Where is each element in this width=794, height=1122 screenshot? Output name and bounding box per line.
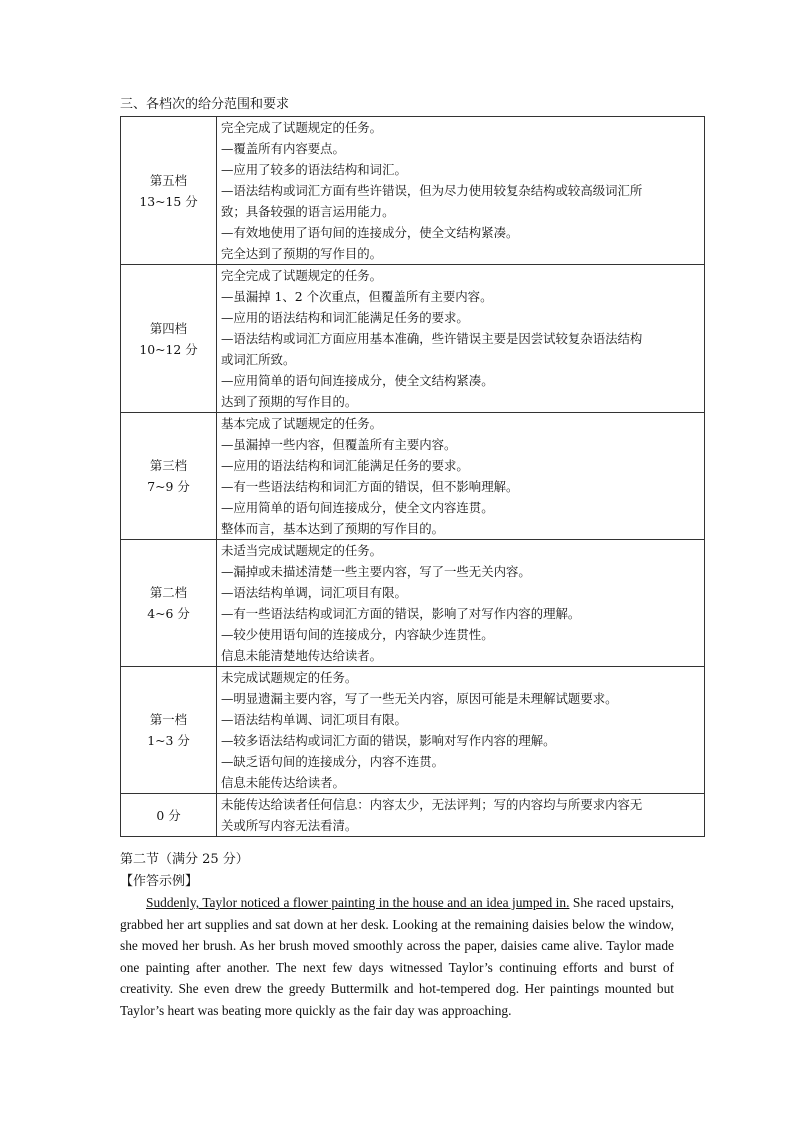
rubric-row	[121, 794, 705, 837]
rubric-row	[121, 117, 705, 265]
section-title: 三、各档次的给分范围和要求	[120, 97, 290, 112]
band-cell	[121, 117, 217, 265]
band-name: 第二档	[149, 585, 188, 600]
criterion-line: 未完成试题规定的任务。	[221, 670, 358, 685]
band-cell	[121, 794, 217, 837]
criterion-line: —有一些语法结构或词汇方面的错误，影响了对写作内容的理解。	[221, 606, 581, 621]
band-name: 第一档	[149, 712, 188, 727]
criterion-line: 信息未能清楚地传达给读者。	[221, 648, 383, 663]
criterion-line: —语法结构单调，词汇项目有限。	[221, 585, 407, 600]
rubric-row	[121, 540, 705, 667]
scoring-rubric-table	[120, 116, 705, 837]
criterion-line: —缺乏语句间的连接成分，内容不连贯。	[221, 754, 445, 769]
criterion-line: —应用了较多的语法结构和词汇。	[221, 162, 407, 177]
band-description	[217, 794, 705, 837]
criterion-line: —有效地使用了语句间的连接成分，使全文结构紧凑。	[221, 225, 519, 240]
band-score-range: 4~6 分	[147, 606, 190, 621]
band-description	[217, 117, 705, 265]
criterion-line: —语法结构或词汇方面有些许错误，但为尽力使用较复杂结构或较高级词汇所	[221, 183, 643, 198]
band-name: 第四档	[149, 320, 188, 336]
criterion-line: —明显遗漏主要内容，写了一些无关内容，原因可能是未理解试题要求。	[221, 691, 618, 706]
band-cell	[121, 667, 217, 794]
rubric-row	[121, 265, 705, 413]
criterion-line: —虽漏掉一些内容，但覆盖所有主要内容。	[221, 437, 457, 452]
band-cell	[121, 413, 217, 540]
band-score-range: 0 分	[156, 807, 181, 823]
essay-body: She raced upstairs, grabbed her art supplies and sat down at her desk. Looking at the remaining daisies below the window, she moved her brush. As her brush moved smoothly across the paper, daisies came alive. Taylor made one painting after another. The next few days witnessed Taylor’s continuing efforts and burst of creativity. She even drew the greedy Buttermilk and hot-tempered dog. Her paintings mounted but Taylor’s heart was beating more quickly as the fair day was approaching.	[120, 895, 674, 1018]
criterion-line: 完全达到了预期的写作目的。	[221, 246, 383, 261]
band-score-range: 13~15 分	[139, 193, 198, 209]
criterion-line: —漏掉或未描述清楚一些主要内容，写了一些无关内容。	[221, 564, 531, 579]
criterion-line: —应用简单的语句间连接成分，使全文结构紧凑。	[221, 373, 494, 388]
band-description	[217, 413, 705, 540]
part2-title: 第二节（满分 25 分）	[120, 852, 249, 867]
criterion-line: 关或所写内容无法看清。	[221, 818, 358, 833]
band-description	[217, 265, 705, 413]
criterion-line: 致；具备较强的语言运用能力。	[221, 204, 395, 219]
band-score-range: 7~9 分	[147, 479, 190, 494]
criterion-line: 或词汇所致。	[221, 352, 296, 367]
essay-underlined-opening: Suddenly, Taylor noticed a flower painting in the house and an idea jumped in.	[146, 895, 570, 910]
rubric-row	[121, 667, 705, 794]
band-score-range: 1~3 分	[147, 733, 190, 748]
criterion-line: 完全完成了试题规定的任务。	[221, 268, 383, 283]
criterion-line: —应用的语法结构和词汇能满足任务的要求。	[221, 458, 469, 473]
criterion-line: —较多语法结构或词汇方面的错误，影响对写作内容的理解。	[221, 733, 556, 748]
band-description	[217, 667, 705, 794]
band-score-range: 10~12 分	[139, 341, 198, 357]
band-name: 第五档	[149, 172, 188, 188]
criterion-line: —较少使用语句间的连接成分，内容缺少连贯性。	[221, 627, 494, 642]
criterion-line: 信息未能传达给读者。	[221, 775, 345, 790]
sample-essay	[120, 892, 674, 1022]
criterion-line: 达到了预期的写作目的。	[221, 394, 358, 409]
band-description	[217, 540, 705, 667]
criterion-line: —语法结构或词汇方面应用基本准确，些许错误主要是因尝试较复杂语法结构	[221, 331, 643, 346]
band-cell	[121, 540, 217, 667]
rubric-row	[121, 413, 705, 540]
band-cell	[121, 265, 217, 413]
criterion-line: 未能传达给读者任何信息：内容太少，无法评判；写的内容均与所要求内容无	[221, 797, 643, 812]
criterion-line: —覆盖所有内容要点。	[221, 141, 345, 156]
sample-answer-label: 【作答示例】	[120, 874, 199, 889]
criterion-line: —有一些语法结构和词汇方面的错误，但不影响理解。	[221, 479, 519, 494]
band-name: 第三档	[149, 458, 188, 473]
criterion-line: 基本完成了试题规定的任务。	[221, 416, 383, 431]
criterion-line: 整体而言，基本达到了预期的写作目的。	[221, 521, 445, 536]
criterion-line: —语法结构单调、词汇项目有限。	[221, 712, 407, 727]
criterion-line: —应用的语法结构和词汇能满足任务的要求。	[221, 310, 469, 325]
criterion-line: —应用简单的语句间连接成分，使全文内容连贯。	[221, 500, 494, 515]
criterion-line: 未适当完成试题规定的任务。	[221, 543, 383, 558]
criterion-line: 完全完成了试题规定的任务。	[221, 120, 383, 135]
criterion-line: —虽漏掉 1、2 个次重点，但覆盖所有主要内容。	[221, 289, 493, 304]
